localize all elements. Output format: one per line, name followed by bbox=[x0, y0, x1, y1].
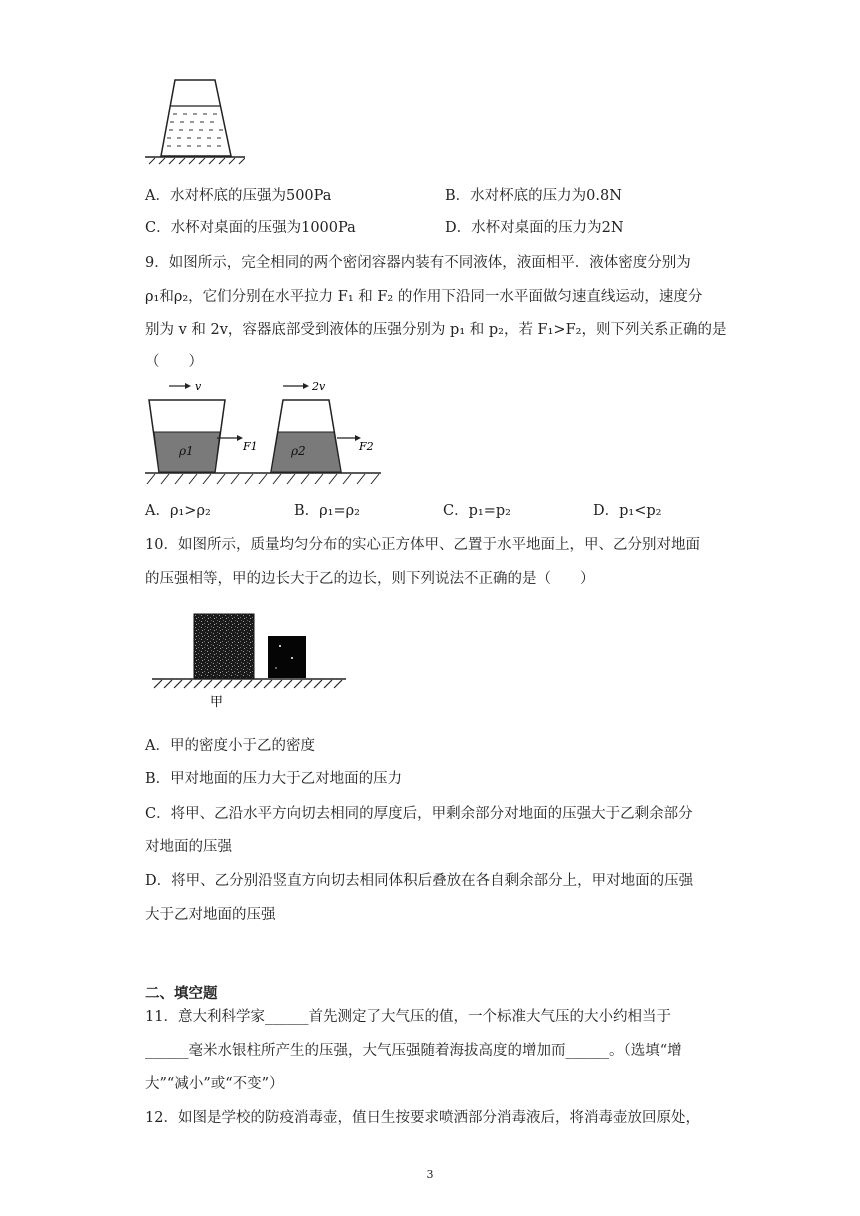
q9-rho1-label: ρ1 bbox=[179, 444, 194, 458]
q10-stem-line-1: 10．如图所示，质量均匀分布的实心正方体甲、乙置于水平地面上，甲、乙分别对地面 bbox=[145, 537, 700, 553]
q10-option-a: A．甲的密度小于乙的密度 bbox=[145, 738, 315, 754]
q8-option-a: A．水对杯底的压强为500Pa bbox=[145, 188, 332, 204]
q10-cubes-figure bbox=[152, 608, 348, 712]
q9-velocity-1-label: v bbox=[195, 380, 202, 393]
q9-option-a: A．ρ₁>ρ₂ bbox=[145, 503, 211, 519]
q12-line-1: 12．如图是学校的防疫消毒壶，值日生按要求喷洒部分消毒液后，将消毒壶放回原处， bbox=[145, 1110, 700, 1126]
q9-velocity-2-label: 2v bbox=[312, 380, 326, 393]
q9-option-b: B．ρ₁=ρ₂ bbox=[294, 503, 360, 519]
q10-stem-line-2: 的压强相等，甲的边长大于乙的边长，则下列说法不正确的是（ ） bbox=[145, 571, 595, 587]
q10-option-d-line-2: 大于乙对地面的压强 bbox=[145, 907, 276, 923]
q9-stem-line-3: 别为 v 和 2v，容器底部受到液体的压强分别为 p₁ 和 p₂，若 F₁>F₂，则下列关系正确的是 bbox=[145, 322, 727, 338]
q9-option-d: D．p₁<p₂ bbox=[593, 503, 662, 519]
q9-option-c: C．p₁=p₂ bbox=[443, 503, 511, 519]
page-number: 3 bbox=[426, 1168, 434, 1181]
q9-stem-line-4: （ ） bbox=[145, 354, 203, 370]
q10-option-b: B．甲对地面的压力大于乙对地面的压力 bbox=[145, 771, 403, 787]
q10-cube-jia-label: 甲 bbox=[210, 695, 224, 710]
q8-cup-figure bbox=[145, 78, 245, 166]
section-title-fill-in: 二、填空题 bbox=[145, 986, 218, 1002]
q8-option-c: C．水杯对桌面的压强为1000Pa bbox=[145, 220, 356, 236]
q9-f2-label: F2 bbox=[359, 440, 374, 453]
q11-line-3: 大”“减小”或“不变”） bbox=[145, 1076, 284, 1092]
q9-stem-line-1: 9．如图所示，完全相同的两个密闭容器内装有不同液体，液面相平．液体密度分别为 bbox=[145, 255, 691, 271]
q9-rho2-label: ρ2 bbox=[291, 444, 306, 458]
q8-option-b: B．水对杯底的压力为0.8N bbox=[445, 188, 622, 204]
q9-containers-figure bbox=[145, 376, 385, 488]
q9-stem-line-2: ρ₁和ρ₂，它们分别在水平拉力 F₁ 和 F₂ 的作用下沿同一水平面做匀速直线运动，速度分 bbox=[145, 289, 703, 305]
q10-option-c-line-1: C．将甲、乙沿水平方向切去相同的厚度后，甲剩余部分对地面的压强大于乙剩余部分 bbox=[145, 806, 693, 822]
q11-line-2: ______毫米水银柱所产生的压强，大气压强随着海拔高度的增加而______。（选填“增 bbox=[145, 1043, 682, 1059]
q8-option-d: D．水杯对桌面的压力为2N bbox=[445, 220, 624, 236]
q11-line-1: 11．意大利科学家______首先测定了大气压的值，一个标准大气压的大小约相当于 bbox=[145, 1009, 671, 1025]
q10-option-d-line-1: D．将甲、乙分别沿竖直方向切去相同体积后叠放在各自剩余部分上，甲对地面的压强 bbox=[145, 873, 694, 889]
q9-f1-label: F1 bbox=[243, 440, 258, 453]
q10-option-c-line-2: 对地面的压强 bbox=[145, 839, 232, 855]
